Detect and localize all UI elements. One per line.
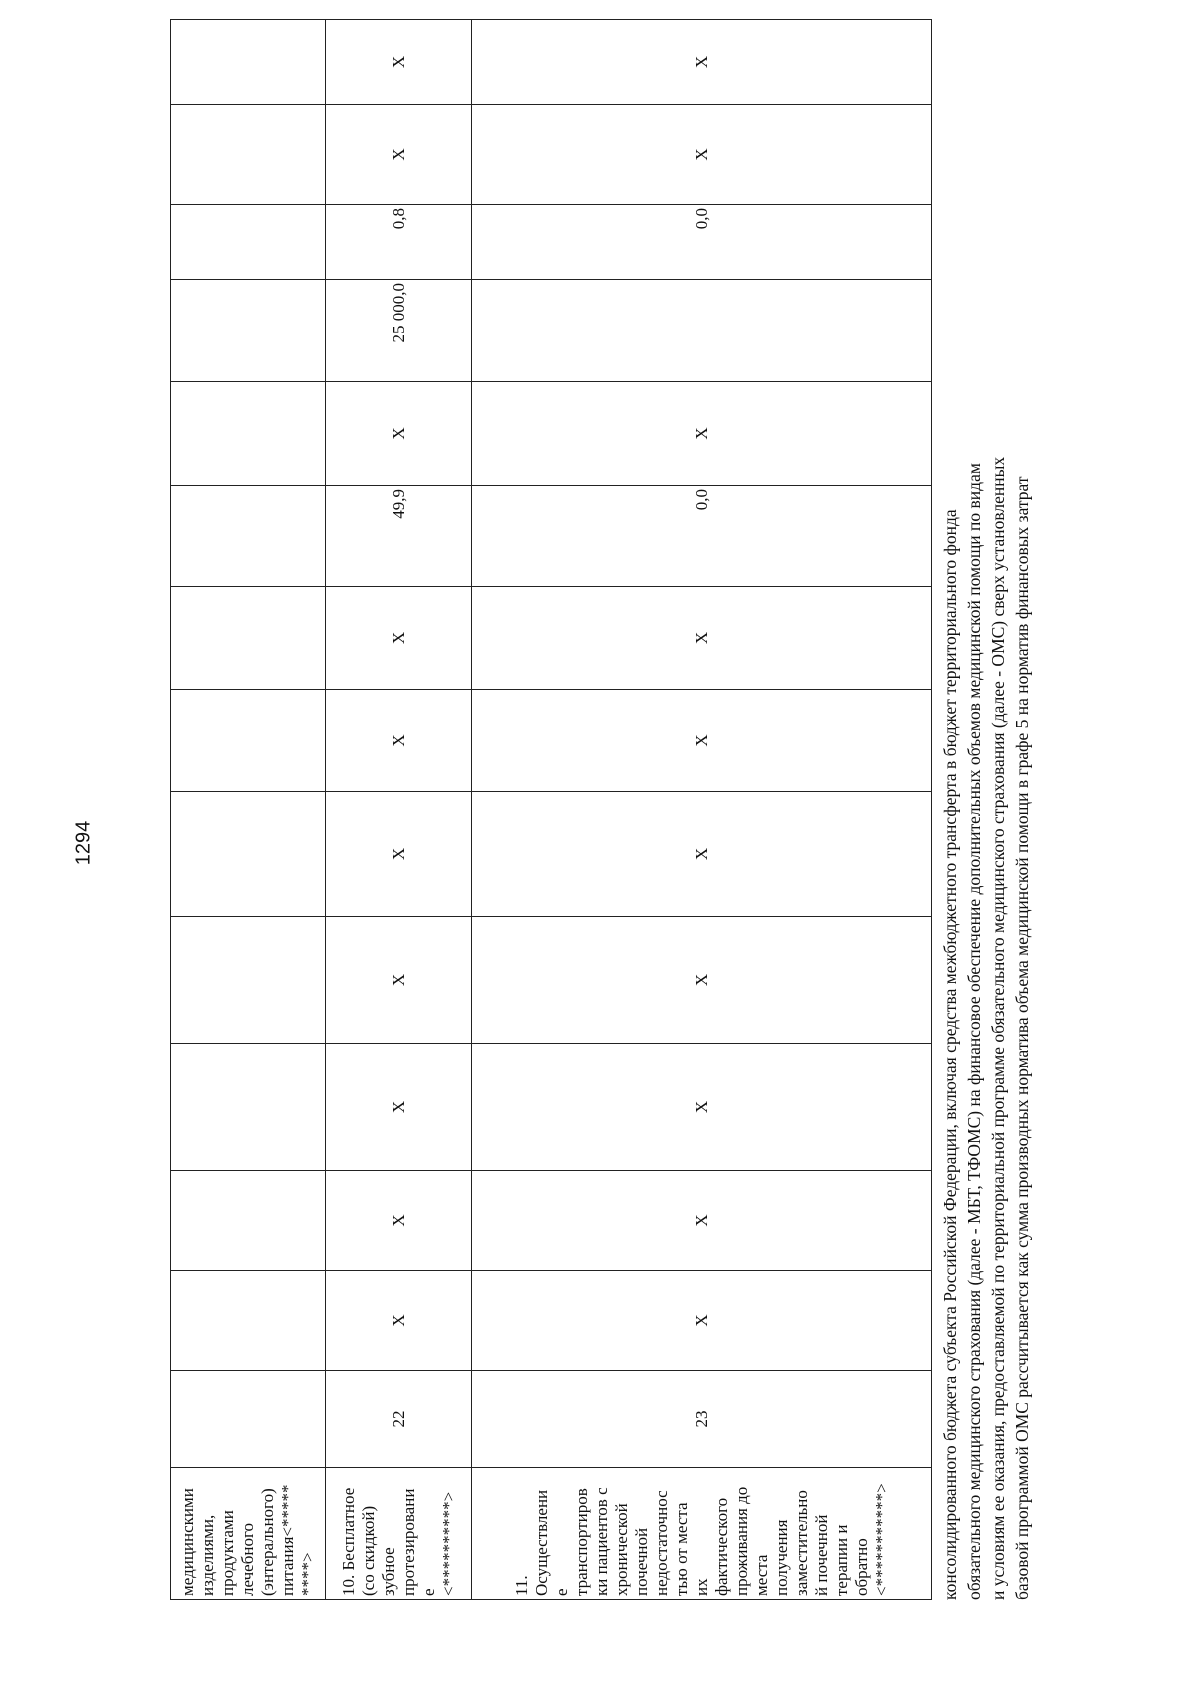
table-cell: 0,8 [326, 205, 472, 280]
table-cell: X [472, 917, 932, 1044]
table-cell: 0,0 [472, 205, 932, 280]
table-row [171, 20, 326, 1600]
table-cell: X [472, 1271, 932, 1371]
footnote-line: консолидированного бюджета субъекта Российской Федерации, включая средства межбюджетного трансферта в бюджет территориального фонда [940, 509, 960, 1600]
table-cell: X [326, 690, 472, 792]
row-label: 11. Осуществлени е транспортиров ки пациентов с хронической почечной недостаточнос тью от места их фактического проживания до места получения заместительно й почечной терапии и обратно <***********> [472, 1468, 932, 1600]
table-cell: X [472, 690, 932, 792]
table-row [472, 20, 932, 1600]
table-cell: X [326, 105, 472, 205]
table-cell: X [472, 587, 932, 690]
table-cell [171, 917, 326, 1044]
footnote-line: и условиям ее оказания, предоставляемой по территориальной программе обязательного медицинского страхования (далее - ОМС) сверх установленных [988, 456, 1008, 1600]
table-cell [171, 105, 326, 205]
footnote-line: обязательного медицинского страхования (далее - МБТ, ТФОМС) на финансовое обеспечение дополнительных объемов медицинской помощи по видам [964, 463, 984, 1600]
table-row [326, 20, 472, 1600]
table-cell: X [472, 20, 932, 105]
table-cell: X [326, 1271, 472, 1371]
table-cell: X [326, 1171, 472, 1271]
table-cell [171, 382, 326, 486]
row-label: медицинскими изделиями, продуктами лечебного (энтерального) питания<***** ****> [171, 1468, 326, 1600]
table-cell: X [472, 792, 932, 917]
table-cell: X [326, 792, 472, 917]
table-cell [171, 280, 326, 382]
table-cell [171, 205, 326, 280]
rotated-page-content [170, 55, 1090, 1600]
table-cell: 49,9 [326, 486, 472, 587]
table-cell [171, 1171, 326, 1271]
table-cell: X [326, 587, 472, 690]
table-cell: X [472, 105, 932, 205]
row-label: 10. Бесплатное (со скидкой) зубное протезировани е <**********> [326, 1468, 472, 1600]
table-cell: X [472, 382, 932, 486]
table-cell: X [326, 917, 472, 1044]
table-cell [472, 280, 932, 382]
table-cell: X [472, 1044, 932, 1171]
table-cell: X [472, 1171, 932, 1271]
table-cell: X [326, 20, 472, 105]
table-cell: 25 000,0 [326, 280, 472, 382]
table-cell [171, 1044, 326, 1171]
table-cell [171, 1271, 326, 1371]
table-cell [171, 486, 326, 587]
table-cell [171, 690, 326, 792]
table-cell: 23 [472, 1371, 932, 1468]
footnote-line: базовой программой ОМС рассчитывается как сумма производных норматива объема медицинской помощи в графе 5 на норматив финансовых затрат [1012, 476, 1032, 1600]
footnote-text [938, 120, 1034, 1600]
table-cell [171, 792, 326, 917]
table-cell [171, 587, 326, 690]
table-cell: 0,0 [472, 486, 932, 587]
page-number: 1294 [72, 820, 95, 866]
table-cell [171, 1371, 326, 1468]
table-cell [171, 20, 326, 105]
data-table [170, 19, 932, 1600]
table-cell: X [326, 1044, 472, 1171]
table-cell: X [326, 382, 472, 486]
table-cell: 22 [326, 1371, 472, 1468]
